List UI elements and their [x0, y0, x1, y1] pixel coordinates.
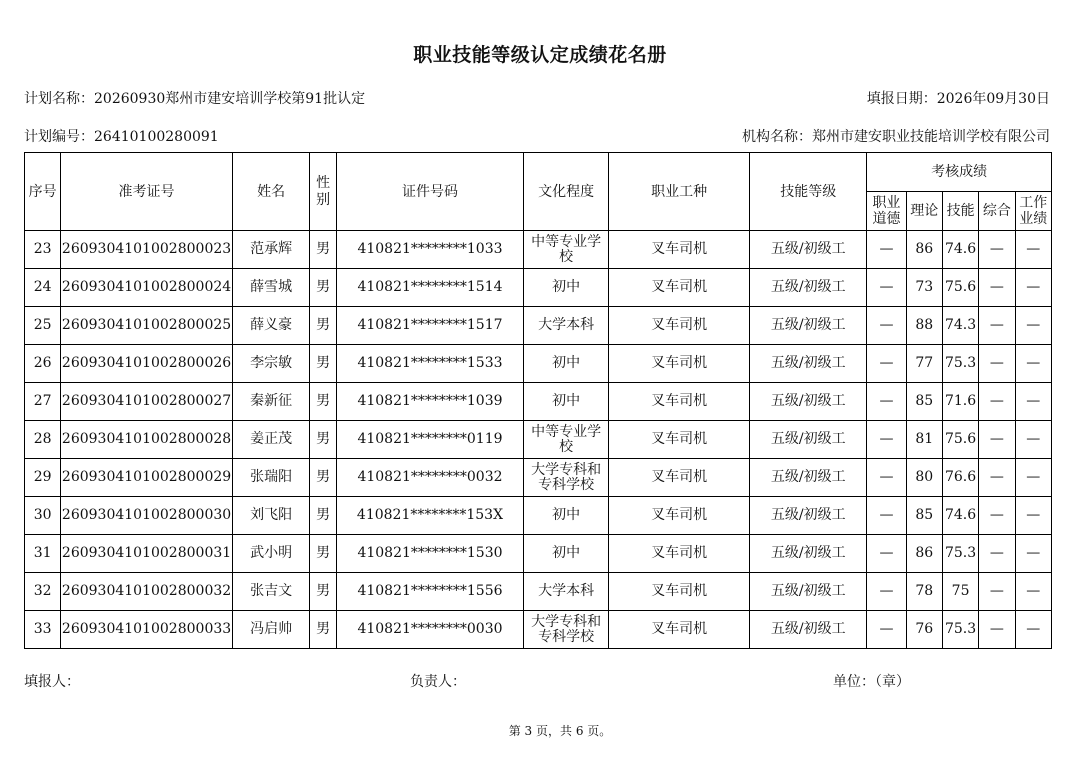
cell-theory: 85 — [906, 383, 942, 421]
cell-performance: — — [1015, 421, 1051, 459]
cell-seq: 29 — [25, 459, 61, 497]
cell-seq: 23 — [25, 231, 61, 269]
report-date — [867, 88, 1050, 108]
plan-name-label: 计划名称： — [24, 91, 94, 107]
cell-gender: 男 — [310, 573, 336, 611]
cell-gender: 男 — [310, 421, 336, 459]
cell-skill: 74.6 — [942, 497, 978, 535]
cell-name: 李宗敏 — [232, 345, 310, 383]
cell-job: 叉车司机 — [609, 307, 750, 345]
cell-education: 初中 — [524, 383, 609, 421]
cell-performance: — — [1015, 307, 1051, 345]
table-row — [25, 535, 1052, 573]
cell-exam-no: 2609304101002800032 — [61, 573, 232, 611]
footer-unit: 单位：（章） — [833, 674, 910, 690]
cell-ethics: — — [867, 535, 906, 573]
cell-ethics: — — [867, 269, 906, 307]
organization-label: 机构名称： — [742, 129, 812, 145]
cell-exam-no: 2609304101002800031 — [61, 535, 232, 573]
header-performance: 工作业绩 — [1015, 192, 1051, 231]
report-date-value: 2026年09月30日 — [936, 91, 1050, 107]
cell-performance: — — [1015, 611, 1051, 649]
cell-seq: 25 — [25, 307, 61, 345]
header-exam-no: 准考证号 — [61, 153, 232, 231]
table-row — [25, 421, 1052, 459]
cell-education: 初中 — [524, 269, 609, 307]
cell-level: 五级/初级工 — [750, 345, 867, 383]
cell-name: 冯启帅 — [232, 611, 310, 649]
cell-theory: 85 — [906, 497, 942, 535]
cell-id-no: 410821********1039 — [336, 383, 524, 421]
cell-skill: 75.3 — [942, 611, 978, 649]
cell-level: 五级/初级工 — [750, 611, 867, 649]
cell-level: 五级/初级工 — [750, 497, 867, 535]
cell-education: 大学专科和专科学校 — [524, 459, 609, 497]
cell-exam-no: 2609304101002800033 — [61, 611, 232, 649]
cell-skill: 74.6 — [942, 231, 978, 269]
header-seq: 序号 — [25, 153, 61, 231]
cell-theory: 88 — [906, 307, 942, 345]
cell-ethics: — — [867, 421, 906, 459]
footer-filler: 填报人： — [24, 674, 80, 690]
cell-exam-no: 2609304101002800030 — [61, 497, 232, 535]
cell-level: 五级/初级工 — [750, 307, 867, 345]
cell-id-no: 410821********0032 — [336, 459, 524, 497]
header-theory: 理论 — [906, 192, 942, 231]
cell-education: 初中 — [524, 535, 609, 573]
cell-education: 初中 — [524, 497, 609, 535]
score-roster-table — [24, 152, 1052, 649]
page-indicator: 第 3 页，共 6 页。 — [508, 724, 612, 738]
organization — [742, 126, 1050, 146]
cell-skill: 74.3 — [942, 307, 978, 345]
header-ethics: 职业道德 — [867, 192, 906, 231]
cell-skill: 76.6 — [942, 459, 978, 497]
cell-ethics: — — [867, 459, 906, 497]
cell-name: 薛义豪 — [232, 307, 310, 345]
cell-name: 刘飞阳 — [232, 497, 310, 535]
cell-id-no: 410821********0030 — [336, 611, 524, 649]
cell-education: 中等专业学校 — [524, 231, 609, 269]
cell-overall: — — [979, 535, 1015, 573]
cell-seq: 31 — [25, 535, 61, 573]
header-level: 技能等级 — [750, 153, 867, 231]
table-row — [25, 611, 1052, 649]
cell-skill: 75.6 — [942, 269, 978, 307]
cell-job: 叉车司机 — [609, 345, 750, 383]
cell-job: 叉车司机 — [609, 573, 750, 611]
cell-theory: 78 — [906, 573, 942, 611]
cell-level: 五级/初级工 — [750, 459, 867, 497]
cell-gender: 男 — [310, 535, 336, 573]
cell-seq: 27 — [25, 383, 61, 421]
table-row — [25, 345, 1052, 383]
table-row — [25, 497, 1052, 535]
cell-name: 武小明 — [232, 535, 310, 573]
cell-exam-no: 2609304101002800025 — [61, 307, 232, 345]
cell-job: 叉车司机 — [609, 421, 750, 459]
cell-id-no: 410821********1033 — [336, 231, 524, 269]
cell-overall: — — [979, 345, 1015, 383]
cell-ethics: — — [867, 383, 906, 421]
header-gender: 性别 — [310, 153, 336, 231]
cell-seq: 24 — [25, 269, 61, 307]
cell-performance: — — [1015, 535, 1051, 573]
cell-gender: 男 — [310, 269, 336, 307]
cell-performance: — — [1015, 383, 1051, 421]
cell-theory: 86 — [906, 535, 942, 573]
cell-name: 姜正茂 — [232, 421, 310, 459]
cell-gender: 男 — [310, 383, 336, 421]
cell-seq: 32 — [25, 573, 61, 611]
cell-seq: 33 — [25, 611, 61, 649]
cell-theory: 80 — [906, 459, 942, 497]
cell-name: 秦新征 — [232, 383, 310, 421]
cell-theory: 76 — [906, 611, 942, 649]
cell-name: 张瑞阳 — [232, 459, 310, 497]
cell-id-no: 410821********153X — [336, 497, 524, 535]
cell-job: 叉车司机 — [609, 231, 750, 269]
cell-education: 初中 — [524, 345, 609, 383]
cell-overall: — — [979, 573, 1015, 611]
cell-education: 大学本科 — [524, 573, 609, 611]
cell-job: 叉车司机 — [609, 383, 750, 421]
table-row — [25, 573, 1052, 611]
cell-id-no: 410821********1517 — [336, 307, 524, 345]
cell-ethics: — — [867, 573, 906, 611]
cell-performance: — — [1015, 345, 1051, 383]
cell-exam-no: 2609304101002800027 — [61, 383, 232, 421]
cell-exam-no: 2609304101002800029 — [61, 459, 232, 497]
cell-skill: 71.6 — [942, 383, 978, 421]
cell-gender: 男 — [310, 307, 336, 345]
cell-level: 五级/初级工 — [750, 383, 867, 421]
cell-ethics: — — [867, 497, 906, 535]
cell-performance: — — [1015, 459, 1051, 497]
cell-overall: — — [979, 497, 1015, 535]
cell-overall: — — [979, 307, 1015, 345]
cell-overall: — — [979, 231, 1015, 269]
cell-theory: 73 — [906, 269, 942, 307]
cell-skill: 75.3 — [942, 345, 978, 383]
cell-level: 五级/初级工 — [750, 421, 867, 459]
cell-education: 中等专业学校 — [524, 421, 609, 459]
cell-exam-no: 2609304101002800026 — [61, 345, 232, 383]
table-row — [25, 307, 1052, 345]
cell-overall: — — [979, 383, 1015, 421]
header-job: 职业工种 — [609, 153, 750, 231]
cell-seq: 26 — [25, 345, 61, 383]
cell-overall: — — [979, 421, 1015, 459]
cell-level: 五级/初级工 — [750, 231, 867, 269]
cell-theory: 77 — [906, 345, 942, 383]
table-row — [25, 231, 1052, 269]
cell-job: 叉车司机 — [609, 497, 750, 535]
header-id-no: 证件号码 — [336, 153, 524, 231]
cell-id-no: 410821********1530 — [336, 535, 524, 573]
cell-gender: 男 — [310, 345, 336, 383]
report-date-label: 填报日期： — [866, 91, 937, 107]
cell-education: 大学专科和专科学校 — [524, 611, 609, 649]
header-skill: 技能 — [942, 192, 978, 231]
cell-performance: — — [1015, 231, 1051, 269]
header-education: 文化程度 — [524, 153, 609, 231]
cell-education: 大学本科 — [524, 307, 609, 345]
cell-exam-no: 2609304101002800024 — [61, 269, 232, 307]
table-row — [25, 269, 1052, 307]
header-overall: 综合 — [979, 192, 1015, 231]
cell-ethics: — — [867, 307, 906, 345]
cell-level: 五级/初级工 — [750, 535, 867, 573]
cell-ethics: — — [867, 345, 906, 383]
header-name: 姓名 — [232, 153, 310, 231]
cell-performance: — — [1015, 497, 1051, 535]
cell-theory: 81 — [906, 421, 942, 459]
cell-overall: — — [979, 459, 1015, 497]
page-title: 职业技能等级认定成绩花名册 — [413, 44, 667, 66]
cell-performance: — — [1015, 573, 1051, 611]
cell-job: 叉车司机 — [609, 535, 750, 573]
cell-skill: 75.3 — [942, 535, 978, 573]
cell-level: 五级/初级工 — [750, 573, 867, 611]
cell-job: 叉车司机 — [609, 269, 750, 307]
cell-seq: 28 — [25, 421, 61, 459]
header-scores: 考核成绩 — [867, 153, 1052, 192]
plan-name-value: 20260930郑州市建安培训学校第91批认定 — [94, 91, 366, 107]
cell-ethics: — — [867, 231, 906, 269]
cell-skill: 75.6 — [942, 421, 978, 459]
cell-skill: 75 — [942, 573, 978, 611]
cell-name: 薛雪城 — [232, 269, 310, 307]
cell-id-no: 410821********0119 — [336, 421, 524, 459]
cell-theory: 86 — [906, 231, 942, 269]
cell-job: 叉车司机 — [609, 459, 750, 497]
plan-name — [24, 88, 365, 108]
cell-level: 五级/初级工 — [750, 269, 867, 307]
cell-gender: 男 — [310, 231, 336, 269]
footer-leader: 负责人： — [410, 674, 466, 690]
plan-number-value: 26410100280091 — [94, 129, 219, 145]
cell-id-no: 410821********1556 — [336, 573, 524, 611]
cell-gender: 男 — [310, 611, 336, 649]
cell-overall: — — [979, 611, 1015, 649]
cell-name: 范承辉 — [232, 231, 310, 269]
cell-overall: — — [979, 269, 1015, 307]
cell-job: 叉车司机 — [609, 611, 750, 649]
plan-number-label: 计划编号： — [24, 129, 94, 145]
plan-number — [24, 126, 219, 146]
cell-exam-no: 2609304101002800028 — [61, 421, 232, 459]
table-row — [25, 459, 1052, 497]
cell-ethics: — — [867, 611, 906, 649]
organization-value: 郑州市建安职业技能培训学校有限公司 — [812, 129, 1050, 145]
cell-name: 张吉文 — [232, 573, 310, 611]
table-row — [25, 383, 1052, 421]
cell-performance: — — [1015, 269, 1051, 307]
cell-gender: 男 — [310, 459, 336, 497]
cell-seq: 30 — [25, 497, 61, 535]
cell-id-no: 410821********1514 — [336, 269, 524, 307]
cell-id-no: 410821********1533 — [336, 345, 524, 383]
cell-gender: 男 — [310, 497, 336, 535]
cell-exam-no: 2609304101002800023 — [61, 231, 232, 269]
